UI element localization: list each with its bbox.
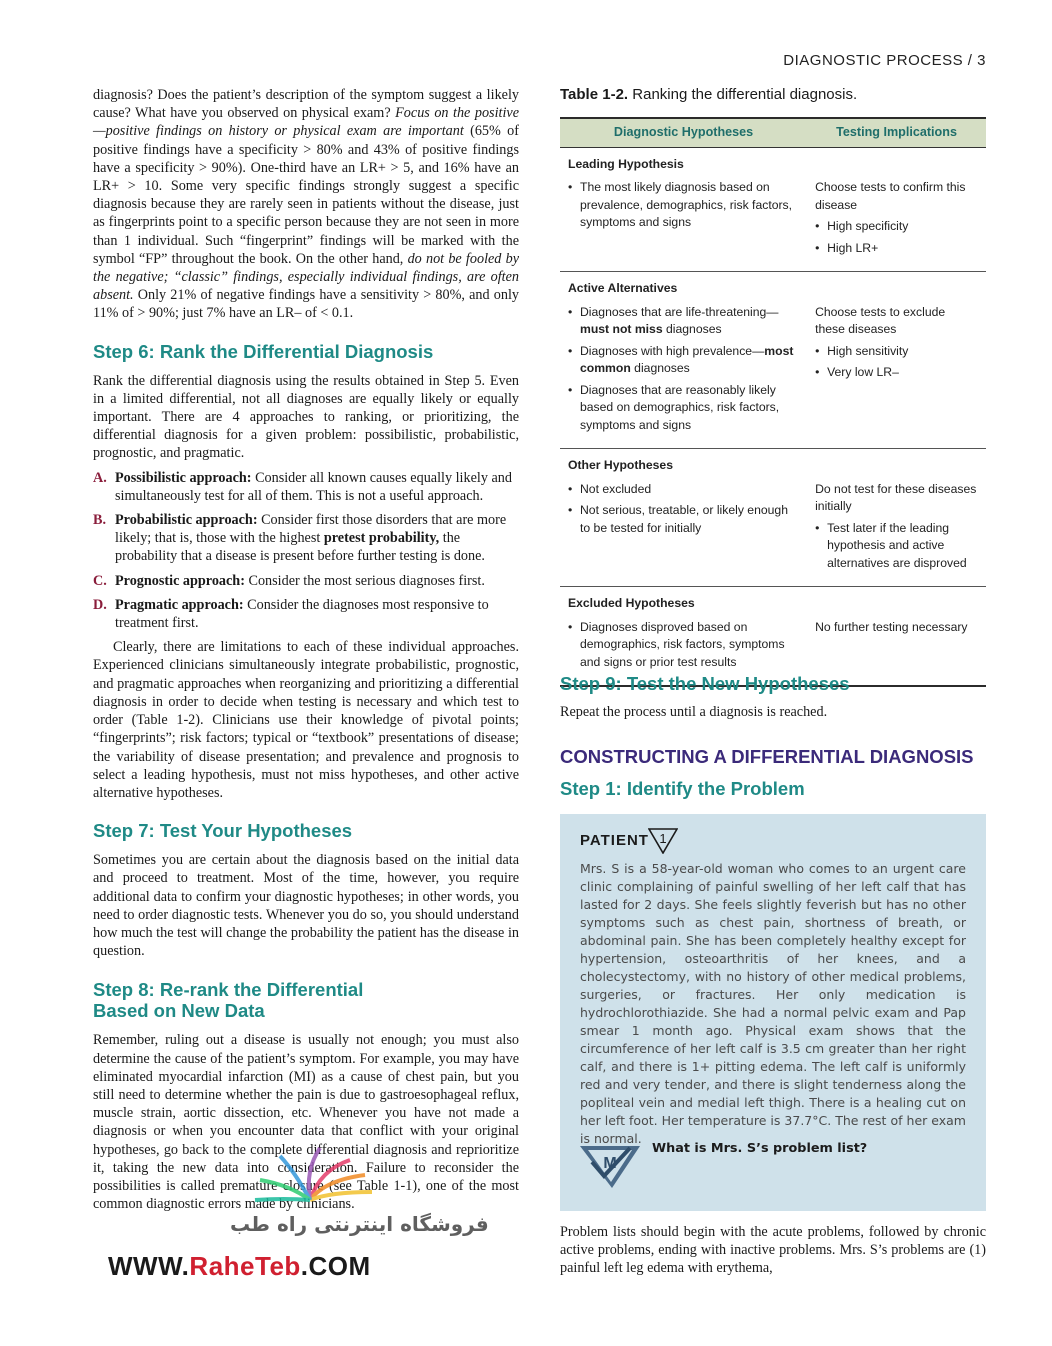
table-header-hypotheses: Diagnostic Hypotheses [560, 118, 807, 147]
table-bullet-item: • Diagnoses disproved based on demographics, risk factors, symptoms and signs or prior test results [568, 619, 799, 672]
table-group-heading: Active Alternatives [568, 281, 678, 295]
table-row [560, 304, 986, 439]
table-group-heading: Leading Hypothesis [568, 156, 684, 171]
step8-paragraph: Remember, ruling out a disease is usually not enough; you must also determine the cause of the patient’s symptom. For example, you may have eliminated myocardial infarction (MI) as a cause of chest pain, but you still need to determine whether the pain is due to gastroesophageal reflux, muscle strain, aortic dissection, etc. Whenever you have not made a diagnosis or when you encounter data that conflict with your original hypotheses, go back to the complete differential diagnosis and reprioritize it, taking the new data into consideration. Failure to reconsider the possibilities is called premature closure (see Table 1-1), one of the most common diagnostic errors made by clinicians. [93, 1032, 519, 1213]
approach-item [93, 572, 519, 590]
step9-paragraph: Repeat the process until a diagnosis is reached. [560, 704, 828, 720]
patient-number-icon [648, 828, 678, 854]
approach-text: Probabilistic approach: Consider first those disorders that are more likely; that is, those with the highest pretest probability, the probability that a disease is present before further testing is done. [115, 512, 507, 565]
table-cell-testing [807, 481, 986, 577]
step6-paragraph-2: Clearly, there are limitations to each of these individual approaches. Experienced clinicians simultaneously integrate probabilistic, prognostic, and pragmatic approaches when reorganizing and prioritizing a differential diagnosis in order to decide when testing is necessary and which test to order (Table 1-2). Clinicians use their knowledge of pivotal points; “fingerprints”; risk factors; typical or “textbook” presentations of disease; the variability of disease presentation; and prevalence and prognosis to select a leading hypothesis, must not miss hypotheses, and other active alternative hypotheses. [93, 639, 519, 801]
table-bullet-item: • Diagnoses with high prevalence—most common diagnoses [568, 343, 799, 378]
step6-paragraph: Rank the differential diagnosis using the results obtained in Step 5. Even in a limited differential, not all diagnoses are equally likely or equally important. There are 4 approaches to ranking, or prioritizing, the differential diagnosis for a given problem: possibilistic, probabilistic, prognostic, and pragmatic. [93, 372, 519, 462]
table-bullet-item: • Diagnoses that are reasonably likely based on demographics, risk factors, symptoms and signs [568, 382, 799, 435]
svg-text:M: M [603, 1155, 617, 1172]
intro-paragraph: diagnosis? Does the patient’s description of the symptom suggest a likely cause? What have you observed on physical exam? Focus on the positive—positive findings on history or physical exam are important (65% of positive findings have a specificity > 80% and 43% of positive findings have a specificity > 90%). One-third have an LR+ > 5, and 16% have an LR+ > 10. Some very specific findings strongly suggest a specific diagnosis because they are rarely seen in patients without the disease, just as fingerprints point to a specific person because they are not seen in more than 1 individual. Such “fingerprint” findings will be marked with the symbol “FP” throughout the book. On the other hand, do not be fooled by the negative; “classic” findings, especially individual findings, are often absent. Only 21% of negative findings have a sensitivity > 80%, and only 11% of > 90%; just 7% have an LR– of < 0.1. [93, 87, 520, 322]
right-column [560, 86, 986, 799]
table-bullet-item: • Not serious, treatable, or likely enough to be tested for initially [568, 502, 799, 537]
step8-heading-line-2: Based on New Data [93, 1000, 265, 1022]
table-header-testing: Testing Implications [807, 118, 986, 147]
table-row [560, 619, 986, 676]
patient-label: PATIENT [580, 832, 649, 849]
table-row [560, 481, 986, 577]
approach-letter: D. [93, 596, 107, 613]
approach-letter: B. [93, 512, 107, 529]
table-cell-hypotheses [560, 304, 807, 439]
approach-item [93, 596, 519, 632]
table-text: Do not test for these diseases initially [815, 481, 977, 513]
approach-text: Prognostic approach: Consider the most serious diagnoses first. [115, 572, 485, 589]
table-bullet-item: • The most likely diagnosis based on prevalence, demographics, risk factors, symptoms and signs [568, 179, 799, 232]
table-row [560, 179, 986, 261]
running-header: DIAGNOSTIC PROCESS / 3 [783, 52, 986, 69]
step1-heading: Step 1: Identify the Problem [560, 778, 805, 799]
table-group-heading: Other Hypotheses [568, 458, 673, 472]
table-cell-testing [807, 179, 986, 261]
table-cell-testing [807, 619, 986, 676]
step9-heading: Step 9: Test the New Hypotheses [560, 673, 850, 694]
ranking-table [560, 117, 986, 687]
approach-item [93, 511, 519, 566]
table-bullet-item: • High sensitivity [815, 343, 978, 361]
patient-case-text: Mrs. S is a 58-year-old woman who comes to an urgent care clinic complaining of painful swelling of her left calf that has lasted for 2 days. She feels slightly feverish but has no other symptoms such as chest pain, shortness of breath, or abdominal pain. She has been completely healthy except for hypertension, osteoarthritis of her knees, and a cholecystectomy, with no history of other medical problems, surgeries, or fractures. Her only medication is hydrochlorothiazide. She had a normal pelvic exam and Pap smear 1 month ago. Physical exam shows that the circumference of her left calf is 3.5 cm greater than her right calf, and there is 1+ pitting edema. The left calf is uniformly red and very tender, and there is slight tenderness along the popliteal vein and medial left thigh. There is a healing cut on her left foot. Her temperature is 37.7°C. The rest of her exam is normal. [580, 861, 966, 1146]
approach-letter: C. [93, 572, 107, 589]
approach-item [93, 469, 519, 505]
watermark-persian: فروشگاه اینترنتی راه طب [230, 1212, 489, 1236]
closing-paragraph: Problem lists should begin with the acute problems, followed by chronic active problems, ending with inactive problems. Mrs. S’s problems are (1) painful left leg edema with erythema, [560, 1224, 986, 1277]
table-text: Choose tests to confirm this disease [815, 180, 966, 212]
step8-heading-line-1: Step 8: Re-rank the Differential [93, 979, 364, 1001]
patient-question: What is Mrs. S’s problem list? [652, 1141, 868, 1156]
patient-number: 1 [659, 831, 667, 846]
table-bullet-item: • High LR+ [815, 240, 978, 258]
table-cell-hypotheses [560, 481, 807, 577]
left-column [93, 86, 519, 1213]
section-heading: CONSTRUCTING A DIFFERENTIAL DIAGNOSIS [560, 746, 974, 767]
table-cell-hypotheses [560, 179, 807, 261]
table-text: No further testing necessary [815, 619, 968, 634]
table-caption-label: Table 1-2. [560, 86, 629, 103]
checkmark-question-icon [578, 1142, 642, 1190]
table-caption-text: Ranking the differential diagnosis. [632, 86, 858, 103]
table-bullet-item: • Not excluded [568, 481, 799, 499]
approach-text: Possibilistic approach: Consider all known causes equally likely and simultaneously test for all of them. This is not a useful approach. [115, 469, 512, 504]
patient-case-box [560, 814, 986, 1211]
approach-list [93, 469, 519, 633]
table-cell-testing [807, 304, 986, 439]
step6-heading: Step 6: Rank the Differential Diagnosis [93, 340, 434, 362]
table-group-heading: Excluded Hypotheses [568, 596, 695, 610]
table-bullet-item: • Diagnoses that are life-threatening—must not miss diagnoses [568, 304, 799, 339]
approach-letter: A. [93, 469, 107, 486]
table-bullet-item: • Test later if the leading hypothesis and active alternatives are disproved [815, 520, 978, 573]
approach-text: Pragmatic approach: Consider the diagnoses most responsive to treatment first. [115, 596, 489, 632]
step7-heading: Step 7: Test Your Hypotheses [93, 820, 353, 842]
table-bullet-item: • Very low LR– [815, 364, 978, 382]
table-caption [560, 86, 986, 103]
table-bullet-item: • High specificity [815, 218, 978, 236]
step7-paragraph: Sometimes you are certain about the diagnosis based on the initial data and proceed to treatment. Most of the time, however, you require additional data to confirm your diagnostic hypotheses; in other words, you need to order diagnostic tests. Whenever you do so, you should understand how much the test will change the probability the patient has the disease in question. [93, 852, 519, 960]
table-text: Choose tests to exclude these diseases [815, 304, 946, 336]
watermark-url: WWW.RaheTeb.COM [108, 1251, 371, 1281]
table-cell-hypotheses [560, 619, 807, 676]
